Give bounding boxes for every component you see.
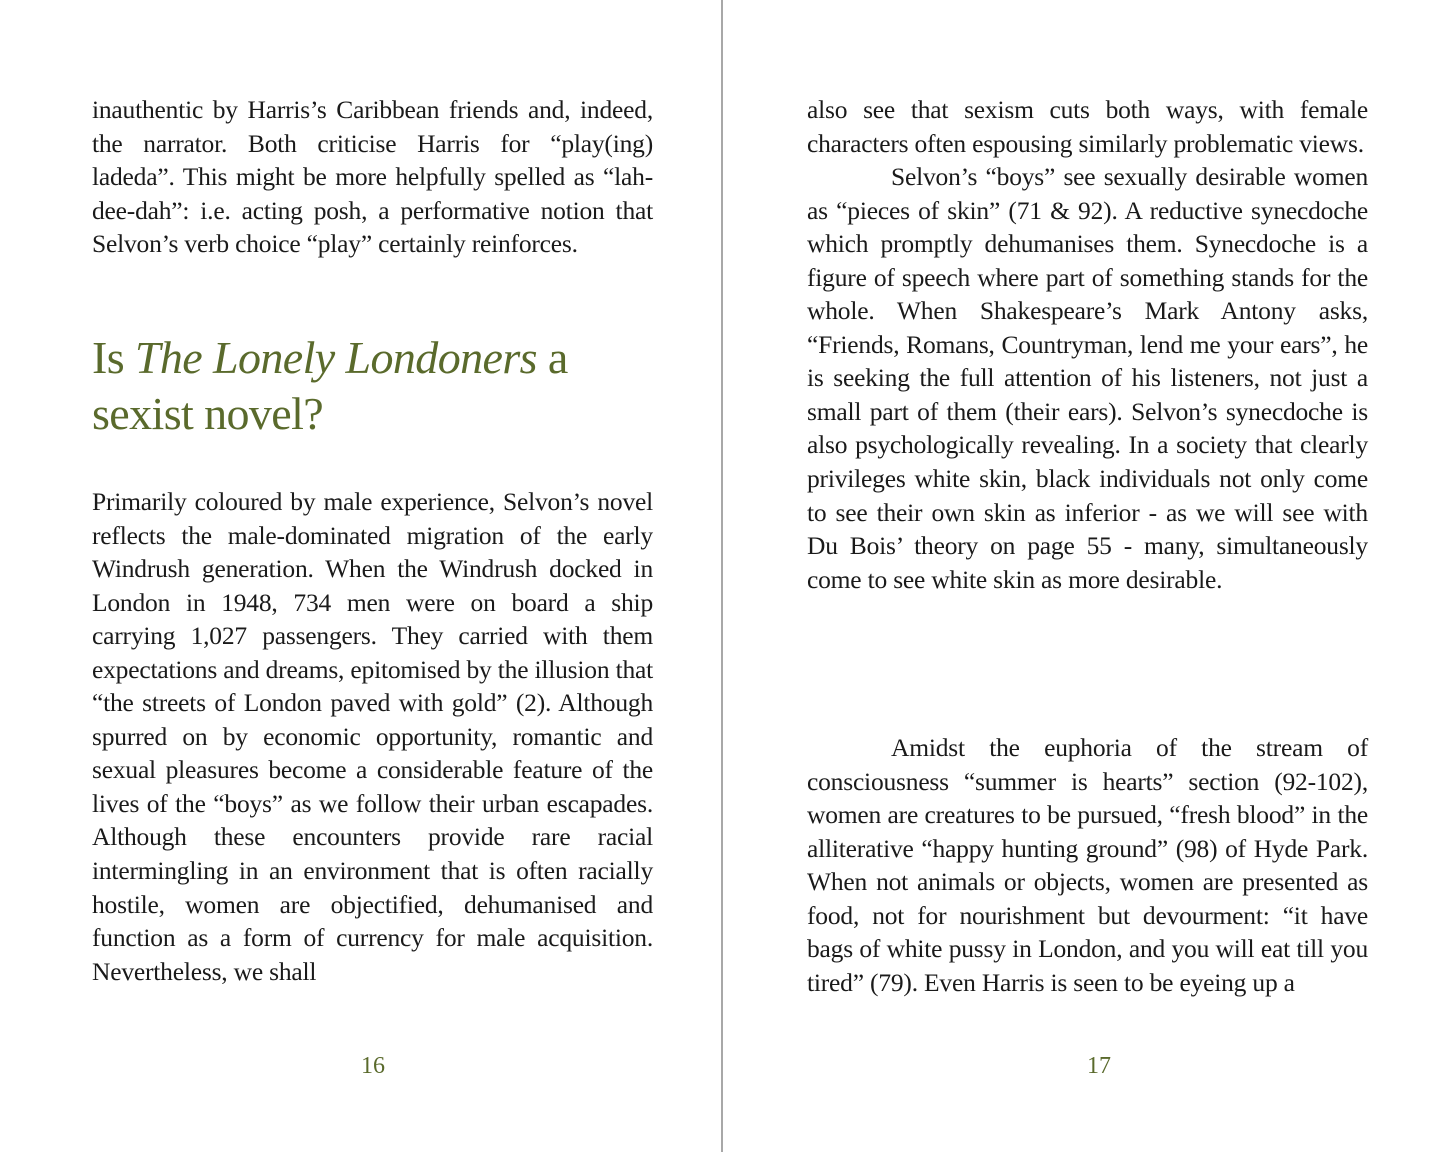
left-body-column	[92, 485, 653, 988]
page-number: 16	[361, 1053, 385, 1079]
right-text-column	[807, 93, 1368, 596]
left-page	[0, 0, 722, 1152]
heading-suffix: a sexist novel?	[92, 332, 568, 439]
page-number: 17	[1087, 1053, 1111, 1079]
section-heading	[92, 330, 653, 442]
right-page	[723, 0, 1445, 1152]
continuation-paragraph: also see that sexism cuts both ways, with female characters often espousing similarly problematic views.	[807, 95, 1368, 158]
body-paragraph: Primarily coloured by male experience, Selvon’s novel reflects the male-dominated migration of the early Windrush generation. When the Windrush docked in London in 1948, 734 men were on board a ship carrying 1,027 passengers. They carried with them expectations and dreams, epitomised by the illusion that “the streets of London paved with gold” (2). Although spurred on by economic opportunity, romantic and sexual pleasures become a considerable feature of the lives of the “boys” as we follow their urban escapades. Although these encounters provide rare racial intermingling in an environment that is often racially hostile, women are objectified, dehumanised and function as a form of currency for male acquisition. Nevertheless, we shall	[92, 487, 654, 986]
heading-book-title: The Lonely Londoners	[134, 332, 537, 383]
heading-prefix: Is	[92, 332, 135, 383]
right-text-column-lower	[807, 731, 1368, 999]
synecdoche-paragraph: Selvon’s “boys” see sexually desirable women as “pieces of skin” (71 & 92). A reductive synecdoche which promptly dehumanises them. Synecdoche is a figure of speech where part of something stands for the whole. When Shakespeare’s Mark Antony asks, “Friends, Romans, Countryman, lend me your ears”, he is seeking the full attention of his listeners, not just a small part of them (their ears). Selvon’s synecdoche is also psychologically revealing. In a society that clearly privileges white skin, black individuals not only come to see their own skin as inferior - as we will see with Du Bois’ theory on page 55 - many, simultaneously come to see white skin as more desirable.	[807, 162, 1368, 594]
section-heading-block	[92, 330, 653, 442]
left-text-column	[92, 93, 653, 261]
summer-is-hearts-paragraph: Amidst the euphoria of the stream of consciousness “summer is hearts” section (92-102), women are creatures to be pursued, “fresh blood” in the alliterative “happy hunting ground” (98) of Hyde Park. When not animals or objects, women are presented as food, not for nourishment but devourment: “it have bags of white pussy in London, and you will eat till you tired” (79). Even Harris is seen to be eyeing up a	[807, 733, 1368, 997]
intro-paragraph: inauthentic by Harris’s Caribbean friends and, indeed, the narrator. Both criticise Harris for “play(ing) ladeda”. This might be more helpfully spelled as “lah-dee-dah”: i.e. acting posh, a performative notion that Selvon’s verb choice “play” certainly reinforces.	[92, 95, 653, 259]
